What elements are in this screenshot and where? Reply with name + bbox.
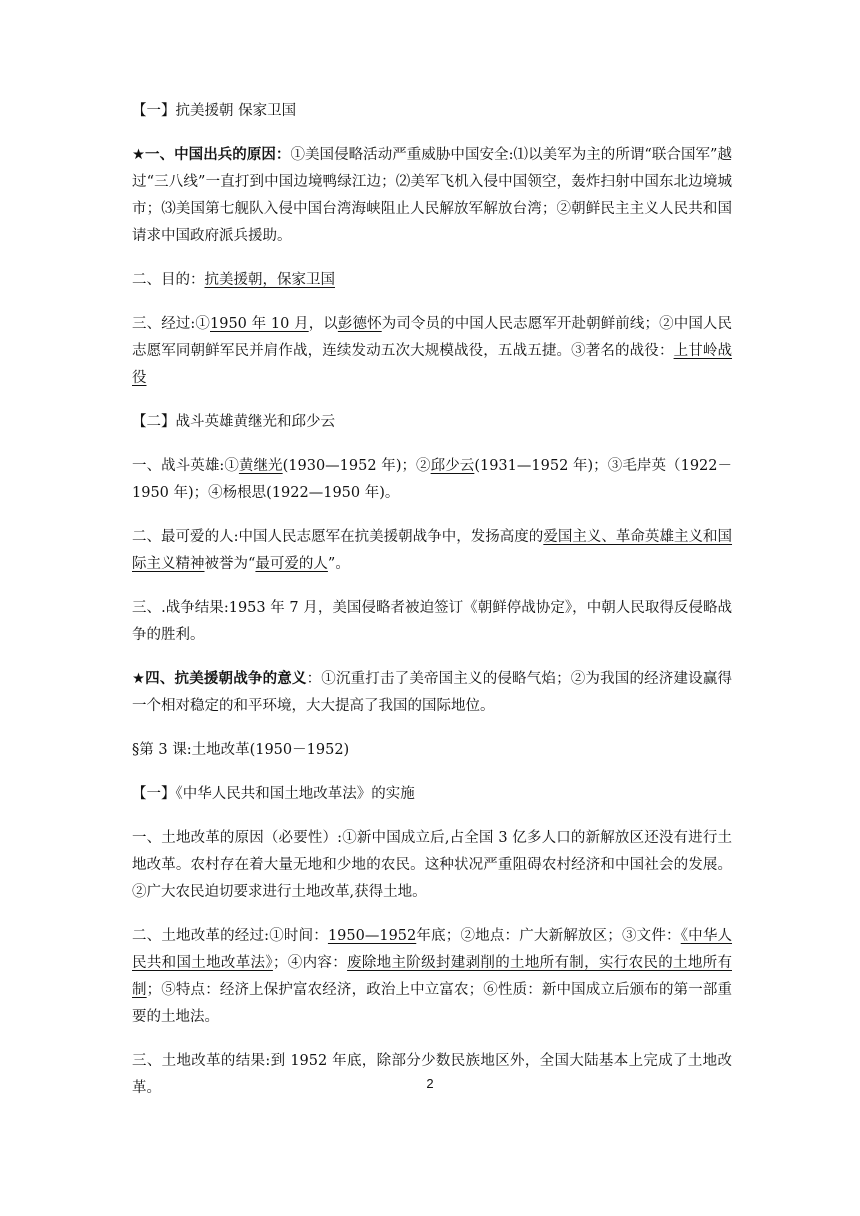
text: (1931—1952 年)；③毛岸英（1922－1950 年)；④杨根思(1922—1950 年)。 [132, 458, 732, 501]
text: ，以 [308, 316, 338, 332]
text: ；⑤特点：经济上保护富农经济，政治上中立富农；⑥性质：新中国成立后颁布的第一部重要的土地法。 [132, 982, 732, 1025]
page-number: 2 [426, 1076, 434, 1091]
bold-lead: ★四、抗美援朝战争的意义 [132, 671, 307, 687]
underlined-text: 1950—1952 [327, 928, 417, 944]
paragraph-land-reform-result: 三、土地改革的结果:到 1952 年底，除部分少数民族地区外，全国大陆基本上完成了土地改革。 [132, 1053, 732, 1096]
section-heading-kangmei: 【一】抗美援朝 保家卫国 [132, 103, 297, 119]
text: 被誉为“ [204, 556, 256, 572]
section-heading-heroes: 【二】战斗英雄黄继光和邱少云 [132, 414, 335, 430]
underlined-text: 爱国主义、革命英雄主义和国际主义精神 [132, 529, 733, 572]
text: 二、最可爱的人:中国人民志愿军在抗美援朝战争中，发扬高度的 [132, 529, 544, 545]
text: 二、目的： [132, 272, 205, 288]
underlined-text: 彭德怀 [337, 316, 382, 332]
underlined-text: 上甘岭战役 [132, 343, 733, 386]
text: ”。 [327, 556, 350, 572]
text: 年底；②地点：广大新解放区；③文件： [416, 928, 681, 944]
underlined-text: 《中华人民共和国土地改革法》 [132, 928, 733, 971]
text: 二、土地改革的经过:①时间： [132, 928, 328, 944]
paragraph-process [132, 311, 732, 392]
bold-lead: ★一、中国出兵的原因： [132, 147, 291, 163]
underlined-text: 最可爱的人 [255, 556, 328, 572]
underlined-text: 抗美援朝，保家卫国 [204, 272, 335, 288]
paragraph-heroes [132, 453, 732, 507]
paragraph-purpose [132, 267, 732, 294]
text: 为司令员的中国人民志愿军开赴朝鲜前线；②中国人民志愿军同朝鲜军民并肩作战，连续发动五次大规模战役，五战五捷。③著名的战役： [132, 316, 733, 359]
underlined-text: 邱少云 [430, 458, 475, 474]
text: ①美国侵略活动严重威胁中国安全:⑴以美军为主的所谓“联合国军”越过“三八线”一直打到中国边境鸭绿江边；⑵美军飞机入侵中国领空，轰炸扫射中国东北边境城市；⑶美国第七舰队入侵中国台湾海峡阻止人民解放军解放台湾；②朝鲜民主主义人民共和国请求中国政府派兵援助。 [132, 147, 732, 244]
lesson-heading: §第 3 课:土地改革(1950－1952) [132, 742, 350, 758]
paragraph-most-lovable [132, 524, 732, 578]
underlined-text: 1950 年 10 月 [210, 316, 309, 332]
text: ；④内容： [272, 955, 348, 971]
paragraph-reasons [132, 142, 732, 250]
paragraph-land-reform-reasons: 一、土地改革的原因（必要性）:①新中国成立后,占全国 3 亿多人口的新解放区还没有进行土地改革。农村存在着大量无地和少地的农民。这种状况严重阻碍农村经济和中国社会的发展。②广大农民迫切要求进行土地改革,获得土地。 [132, 830, 732, 900]
text: ：①沉重打击了美帝国主义的侵略气焰；②为我国的经济建设赢得一个相对稳定的和平环境，大大提高了我国的国际地位。 [132, 671, 733, 714]
paragraph-war-result: 三、.战争结果:1953 年 7 月，美国侵略者被迫签订《朝鲜停战协定》，中朝人民取得反侵略战争的胜利。 [132, 600, 732, 643]
page-content [132, 98, 732, 1119]
underlined-text: 黄继光 [238, 458, 283, 474]
underlined-text: 废除地主阶级封建剥削的土地所有制，实行农民的土地所有制 [132, 955, 732, 998]
text: 一、战斗英雄:① [132, 458, 239, 474]
paragraph-significance [132, 666, 732, 720]
text: 三、经过:① [132, 316, 210, 332]
text: (1930—1952 年)；② [282, 458, 431, 474]
paragraph-land-reform-process [132, 923, 732, 1031]
section-heading-land-reform-law: 【一】《中华人民共和国土地改革法》的实施 [132, 786, 415, 802]
